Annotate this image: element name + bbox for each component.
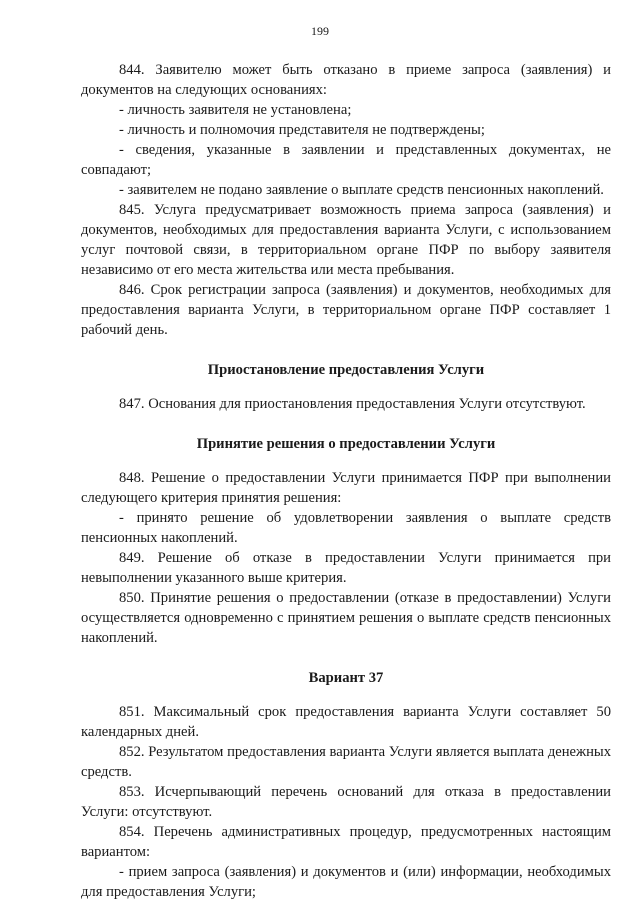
- paragraph: 845. Услуга предусматривает возможность приема запроса (заявления) и документов, необходимых для предоставления варианта Услуги, с использованием услуг почтовой связи, в территориальном органе ПФР по выбору заявителя независимо от его места жительства или места пребывания.: [81, 202, 611, 278]
- paragraph: 846. Срок регистрации запроса (заявления) и документов, необходимых для предоставления варианта Услуги, в территориальном органе ПФР составляет 1 рабочий день.: [81, 282, 611, 338]
- spacer: [81, 454, 611, 468]
- paragraph: - сведения, указанные в заявлении и представленных документах, не совпадают;: [81, 142, 611, 178]
- spacer: [81, 414, 611, 434]
- paragraph: - личность заявителя не установлена;: [119, 102, 352, 118]
- paragraph: 850. Принятие решения о предоставлении (отказе в предоставлении) Услуги осуществляется одновременно с принятием решения о выплате средств пенсионных накоплений.: [81, 590, 611, 646]
- document-body: [81, 60, 611, 902]
- paragraph: 844. Заявителю может быть отказано в приеме запроса (заявления) и документов на следующих основаниях:: [81, 62, 611, 98]
- paragraph: 847. Основания для приостановления предоставления Услуги отсутствуют.: [119, 396, 586, 412]
- spacer: [81, 648, 611, 668]
- paragraph: - заявителем не подано заявление о выплате средств пенсионных накоплений.: [119, 182, 604, 198]
- paragraph: 852. Результатом предоставления варианта Услуги является выплата денежных средств.: [81, 744, 611, 780]
- paragraph: - личность и полномочия представителя не подтверждены;: [119, 122, 485, 138]
- paragraph: 851. Максимальный срок предоставления варианта Услуги составляет 50 календарных дней.: [81, 704, 611, 740]
- section-heading: Принятие решения о предоставлении Услуги: [196, 436, 496, 452]
- paragraph: 848. Решение о предоставлении Услуги принимается ПФР при выполнении следующего критерия принятия решения:: [81, 470, 611, 506]
- paragraph: - прием запроса (заявления) и документов и (или) информации, необходимых для предоставления Услуги;: [81, 864, 611, 900]
- section-heading: Вариант 37: [308, 670, 384, 686]
- paragraph: 853. Исчерпывающий перечень оснований для отказа в предоставлении Услуги: отсутствуют.: [81, 784, 611, 820]
- paragraph: 849. Решение об отказе в предоставлении Услуги принимается при невыполнении указанного выше критерия.: [81, 550, 611, 586]
- page-number: 199: [311, 24, 329, 38]
- spacer: [81, 380, 611, 394]
- paragraph: 854. Перечень административных процедур, предусмотренных настоящим вариантом:: [81, 824, 611, 860]
- spacer: [81, 688, 611, 702]
- paragraph: - принято решение об удовлетворении заявления о выплате средств пенсионных накоплений.: [81, 510, 611, 546]
- spacer: [81, 340, 611, 360]
- section-heading: Приостановление предоставления Услуги: [207, 362, 485, 378]
